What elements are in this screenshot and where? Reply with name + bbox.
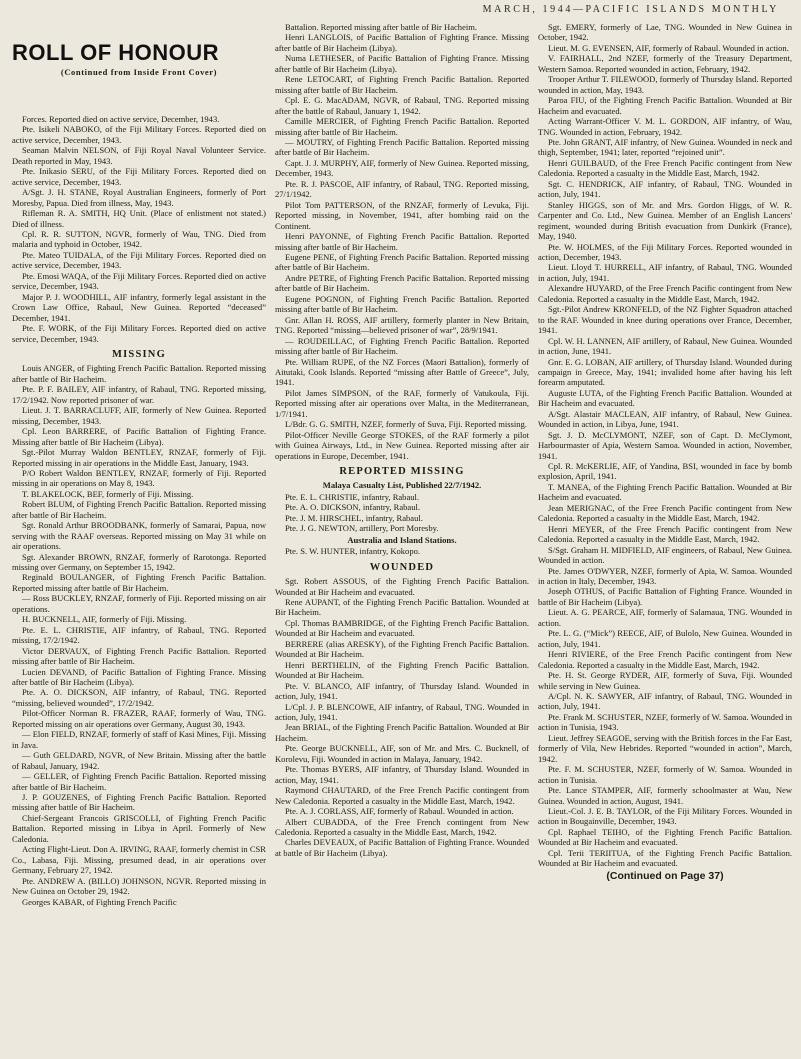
- missing-entries: [12, 363, 266, 907]
- roll-entry: Robert BLUM, of Fighting French Pacific Battalion. Reported missing after battle of Bir Hacheim.: [12, 499, 266, 520]
- roll-entry: T. MANEA, of the Fighting French Pacific Battalion. Wounded at Bir Hacheim and evacuated.: [538, 481, 792, 503]
- roll-entry: Pte. F. WORK, of the Fiji Military Forces. Reported died on active service, December, 1943.: [12, 323, 266, 344]
- roll-entry: Camille MERCIER, of Fighting French Pacific Battalion. Reported missing after battle of Bir Hacheim.: [275, 116, 529, 137]
- roll-entry: Eugene PENE, of Fighting French Pacific Battalion. Reported missing after battle of Bir Hacheim.: [275, 251, 529, 273]
- roll-entry: J. P. GOUZENES, of Fighting French Pacific Battalion. Reported missing after battle of Bir Hacheim.: [12, 792, 266, 813]
- roll-entry: Pte. J. G. NEWTON, artillery, Port Moresby.: [285, 523, 439, 534]
- roll-entry: Chief-Sergeant Francois GRISCOLLI, of Fighting French Pacific Battalion. Reported missing in Libya in April. Formerly of New Caledonia.: [12, 812, 266, 844]
- roll-entry: Rene AUPANT, of the Fighting French Pacific Battalion. Wounded at Bir Hacheim.: [275, 597, 529, 618]
- roll-entry: Sgt. Ronald Arthur BROODBANK, formerly of Samarai, Papua, now serving with the RAAF overseas. Reported missing on May 31 while on air operations.: [12, 520, 266, 552]
- roll-entry: — Guth GELDARD, NGVR, of New Britain. Missing after the battle of Rabaul, January, 1942.: [12, 750, 266, 771]
- roll-entry: T. BLAKELOCK, BEF, formerly of Fiji. Missing.: [22, 488, 194, 499]
- roll-entry: Pte. Thomas BYERS, AIF infantry, of Thursday Island. Wounded in action, May, 1941.: [275, 764, 529, 785]
- roll-entry: BERRERE (alias ARESKY), of the Fighting French Pacific Battalion. Wounded at Bir Hacheim.: [275, 638, 529, 660]
- roll-entry: Louis ANGER, of Fighting French Pacific Battalion. Reported missing after battle of Bir Hacheim.: [12, 363, 266, 384]
- roll-entry: — MOUTRY, of Fighting French Pacific Battalion. Reported missing after battle of Bir Hacheim.: [275, 136, 529, 158]
- roll-entry: Henri RIVIERE, of the Free French Pacific contingent from New Caledonia. Reported a casualty in the Middle East, March, 1942.: [538, 649, 792, 670]
- roll-entry: Pte. ANDREW A. (BILLO) JOHNSON, NGVR. Reported missing in New Guinea on October 29, 1942.: [12, 875, 266, 897]
- roll-entry: Pte. Inikasio SERU, of the Fiji Military Forces. Reported died on active service, December, 1943.: [12, 166, 266, 187]
- page-subtitle: (Continued from Inside Front Cover): [60, 67, 218, 77]
- roll-entry: Henri BERTHELIN, of the Fighting French Pacific Battalion. Wounded at Bir Hacheim.: [275, 659, 529, 681]
- roll-entry: Stanley HIGGS, son of Mr. and Mrs. Gordon Higgs, of W. R. Carpenter and Co. Ltd., New Guinea. Member of an English Lancers' regiment, wounded during British evacuation from Dunkirk (France), May, 1940.: [538, 199, 792, 242]
- roll-entry: Pte. W. HOLMES, of the Fiji Military Forces. Reported wounded in action, December, 1943.: [538, 241, 792, 262]
- roll-entry: Sgt. Alexander BROWN, RNZAF, formerly of Rarotonga. Reported missing over Germany, on September 15, 1942.: [12, 551, 266, 573]
- roll-entry: Pte. R. J. PASCOE, AIF infantry, of Rabaul, TNG. Reported missing, 27/1/1942.: [275, 178, 529, 200]
- missing-entries-continued: [275, 22, 529, 461]
- roll-entry: Sgt.-Pilot Andrew KRONFELD, of the NZ Fighter Squadron attached to the RAF. Wounded in knee during operations over France, December, 1941.: [538, 304, 792, 336]
- roll-entry: Cpl. R. R. SUTTON, NGVR, formerly of Wau, TNG. Died from malaria and typhoid in October, 1942.: [12, 228, 266, 250]
- roll-entry: Pte. William RUPE, of the NZ Forces (Maori Battalion), formerly of Aitutaki, Cook Islands. Reported “missing after Battle of Greece”, July, 1941.: [275, 356, 529, 388]
- malaya-heading: Malaya Casualty List, Published 22/7/1942.: [322, 480, 482, 491]
- roll-entry: Pte. E. L. CHRISTIE, infantry, Rabaul.: [285, 491, 420, 502]
- roll-entry: — GELLER, of Fighting French Pacific Battalion. Reported missing after battle of Bir Hacheim.: [12, 771, 266, 792]
- roll-entry: Eugene POGNON, of Fighting French Pacific Battalion. Reported missing after battle of Bir Hacheim.: [275, 293, 529, 315]
- column-1: [12, 58, 266, 1054]
- wounded-entries-continued: [538, 22, 792, 869]
- roll-entry: Rene LETOCART, of Fighting French Pacific Battalion. Reported missing after battle of Bir Hacheim.: [275, 74, 529, 95]
- roll-entry: Pte. George BUCKNELL, AIF, son of Mr. and Mrs. C. Bucknell, of Korolevu, Fiji. Wounded in action in Malaya, January, 1942.: [275, 743, 529, 764]
- died-entries: [12, 114, 266, 344]
- roll-entry: Lieut.-Col. J. E. B. TAYLOR, of the Fiji Military Forces. Wounded in action in Bougainville, December, 1943.: [538, 805, 792, 827]
- roll-entry: Henri PAYONNE, of Fighting French Pacific Battalion. Reported missing after battle of Bir Hacheim.: [275, 231, 529, 252]
- roll-entry: Pte. A. J. CORLASS, AIF, formerly of Rabaul. Wounded in action.: [285, 806, 514, 817]
- continued-notice: (Continued on Page 37): [606, 869, 724, 882]
- roll-entry: Jean BRIAL, of the Fighting French Pacific Battalion. Wounded at Bir Hacheim.: [275, 722, 529, 743]
- roll-entry: Jean MERIGNAC, of the Free French Pacific contingent from New Caledonia. Reported a casualty in the Middle East, March, 1942.: [538, 502, 792, 524]
- roll-entry: Victor DERVAUX, of Fighting French Pacific Battalion. Reported missing after battle of Bir Hacheim.: [12, 645, 266, 667]
- roll-entry: Pte. Mateo TUIDALA, of the Fiji Military Forces. Reported died on active service, December, 1943.: [12, 249, 266, 271]
- roll-entry: Georges KABAR, of Fighting French Pacific: [22, 896, 177, 907]
- roll-entry: Raymond CHAUTARD, of the Free French Pacific contingent from New Caledonia. Reported a casualty in the Middle East, March, 1942.: [275, 785, 529, 806]
- roll-entry: Pilot-Officer Norman R. FRAZER, RAAF, formerly of Wau, TNG. Reported missing on air operations over Germany, August 30, 1943.: [12, 708, 266, 729]
- roll-entry: Cpl. E. G. MacADAM, NGVR, of Rabaul, TNG. Reported missing after the battle of Rabaul, January 1, 1942.: [275, 95, 529, 116]
- roll-entry: Pte. E. L. CHRISTIE, AIF infantry, of Rabaul, TNG. Reported missing, 17/2/1942.: [12, 624, 266, 646]
- article-columns: [12, 22, 792, 1056]
- roll-entry: Gnr. Allan H. ROSS, AIF artillery, formerly planter in New Britain, TNG. Reported “missing—believed prisoner of war”, 28/9/1941.: [275, 314, 529, 336]
- roll-entry: Cpl. Terii TERIITUA, of the Fighting French Pacific Battalion. Wounded at Bir Hacheim and evacuated.: [538, 847, 792, 869]
- roll-entry: Lieut. M. G. EVENSEN, AIF, formerly of Rabaul. Wounded in action.: [548, 42, 789, 53]
- roll-entry: Pte. F. M. SCHUSTER, NZEF, formerly of W. Samoa. Wounded in action in Tunisia.: [538, 764, 792, 785]
- roll-entry: Rifleman R. A. SMITH, HQ Unit. (Place of enlistment not stated.) Died of illness.: [12, 208, 266, 229]
- roll-entry: Pte. A. O. DICKSON, AIF infantry, of Rabaul, TNG. Reported “missing, believed wounded”, 17/2/1942.: [12, 687, 266, 708]
- roll-entry: Pte. Lance STAMPER, AIF, formerly schoolmaster at Wau, New Guinea. Wounded in action, August, 1941.: [538, 785, 792, 806]
- roll-entry: L/Cpl. J. P. BLENCOWE, AIF infantry, of Rabaul, TNG. Wounded in action, July, 1941.: [275, 701, 529, 722]
- roll-entry: Paroa FIU, of the Fighting French Pacific Battalion. Wounded at Bir Hacheim and evacuated.: [538, 95, 792, 116]
- page-title: ROLL OF HONOUR: [12, 40, 220, 65]
- roll-entry: S/Sgt. Graham H. MIDFIELD, AIF engineers, of Rabaul, New Guinea. Wounded in action.: [538, 544, 792, 566]
- roll-entry: Major P. J. WOODHILL, AIF infantry, formerly legal assistant in the Crown Law Office, Rabaul, New Guinea. Reported “deceased” December, 1941.: [12, 291, 266, 323]
- roll-entry: Pte. H. St. George RYDER, AIF, formerly of Suva, Fiji. Wounded while serving in New Guinea.: [538, 670, 792, 691]
- roll-entry: Pte. P. F. BAILEY, AIF infantry, of Rabaul, TNG. Reported missing, 17/2/1942. Now reported prisoner of war.: [12, 384, 266, 405]
- missing-heading: MISSING: [112, 348, 166, 360]
- roll-entry: Pte. J. M. HIRSCHEL, infantry, Rabaul.: [285, 512, 423, 523]
- roll-entry: Sgt. EMERY, formerly of Lae, TNG. Wounded in New Guinea in October, 1942.: [538, 22, 792, 43]
- roll-entry: Sgt. J. D. McCLYMONT, NZEF, son of Capt. D. McClymont, Harbourmaster of Apia, Western Samoa. Wounded in action, November, 1941.: [538, 429, 792, 461]
- roll-entry: Seaman Malvin NELSON, of Fiji Royal Naval Volunteer Service. Death reported in May, 1943.: [12, 145, 266, 166]
- roll-entry: Cpl. W. H. LANNEN, AIF artillery, of Rabaul, New Guinea. Wounded in action, June, 1941.: [538, 335, 792, 357]
- roll-entry: Cpl. R. McKERLIE, AIF, of Yandina, BSI, wounded in face by bomb explosion, April, 1941.: [538, 461, 792, 482]
- roll-entry: L/Bdr. G. G. SMITH, NZEF, formerly of Suva, Fiji. Reported missing.: [285, 419, 527, 430]
- roll-entry: Lieut. Lloyd T. HURRELL, AIF infantry, of Rabaul, TNG. Wounded in action, July, 1941.: [538, 262, 792, 283]
- roll-entry: Cpl. Raphael TEIHO, of the Fighting French Pacific Battalion. Wounded at Bir Hacheim and evacuated.: [538, 826, 792, 848]
- roll-entry: Reginald BOULANGER, of Fighting French Pacific Battalion. Reported missing after battle of Bir Hacheim.: [12, 572, 266, 593]
- roll-entry: Forces. Reported died on active service, December, 1943.: [22, 114, 220, 124]
- column-3: [538, 22, 792, 1052]
- roll-entry: V. FAIRHALL, 2nd NZEF, formerly of the Treasury Department, Western Samoa. Reported wounded in action, February, 1942.: [538, 53, 792, 74]
- roll-entry: Sgt. C. HENDRICK, AIF infantry, of Rabaul, TNG. Wounded in action, July, 1941.: [538, 178, 792, 200]
- roll-entry: A/Sgt. Alastair MACLEAN, AIF infantry, of Rabaul, New Guinea. Wounded in action, in Libya, June, 1941.: [538, 408, 792, 430]
- roll-entry: P/O Robert Waldon BENTLEY, RNZAF, formerly of Fiji. Reported missing in air operations on May 8, 1943.: [12, 467, 266, 489]
- roll-entry: A/Cpl. N. K. SAWYER, AIF infantry, of Rabaul, TNG. Wounded in action, July, 1941.: [538, 691, 792, 712]
- roll-entry: Lucien DEVAND, of Pacific Battalion of Fighting France. Missing after battle of Bir Hacheim (Libya).: [12, 666, 266, 688]
- roll-entry: Cpl. Thomas BAMBRIDGE, of the Fighting French Pacific Battalion. Wounded at Bir Hacheim and evacuated.: [275, 617, 529, 639]
- roll-entry: Sgt.-Pilot Murray Waldon BENTLEY, RNZAF, formerly of Fiji. Reported missing in air operations in the Middle East, January, 1943.: [12, 447, 266, 468]
- roll-entry: Pte. Frank M. SCHUSTER, NZEF, formerly of W. Samoa. Wounded in action in Tunisia, 1943.: [538, 711, 792, 733]
- roll-entry: Lieut. J. T. BARRACLUFF, AIF, formerly of New Guinea. Reported missing, December, 1943.: [12, 405, 266, 426]
- roll-entry: Lieut. A. G. PEARCE, AIF, formerly of Salamaua, TNG. Wounded in action.: [538, 607, 792, 628]
- australia-entries: [275, 546, 529, 556]
- roll-entry: — ROUDEILLAC, of Fighting French Pacific Battalion. Reported missing after battle of Bir Hacheim.: [275, 335, 529, 357]
- running-head: MARCH, 1944—PACIFIC ISLANDS MONTHLY: [482, 4, 779, 15]
- roll-entry: Pte. Isikeli NABOKO, of the Fiji Military Forces. Reported died on active service, December, 1943.: [12, 124, 266, 145]
- roll-entry: Capt. J. J. MURPHY, AIF, formerly of New Guinea. Reported missing, December, 1943.: [275, 157, 529, 179]
- roll-entry: — Ross BUCKLEY, RNZAF, formerly of Fiji. Reported missing on air operations.: [12, 593, 266, 614]
- roll-entry: Cpl. Leon BARRERE, of Pacific Battalion of Fighting France. Missing after battle of Bir Hacheim (Libya).: [12, 426, 266, 447]
- roll-entry: Pilot Tom PATTERSON, of the RNZAF, formerly of Levuka, Fiji. Reported missing, in November, 1941, after bombing raid on the Continent.: [275, 199, 529, 231]
- roll-entry: Pilot James SIMPSON, of the RAF, formerly of Vatukoula, Fiji. Reported missing after air operations over Malta, in the Mediterranean, 1/7/1941.: [275, 387, 529, 419]
- roll-entry: Sgt. Robert ASSOUS, of the Fighting French Pacific Battalion. Wounded at Bir Hacheim and evacuated.: [275, 576, 529, 597]
- malaya-entries: [275, 492, 529, 534]
- wounded-entries: [275, 576, 529, 858]
- roll-entry: Pte. John GRANT, AIF infantry, of New Guinea. Wounded in neck and thigh, September, 1941; later, reported “rejoined unit”.: [538, 136, 792, 158]
- reported-missing-heading: REPORTED MISSING: [339, 466, 465, 478]
- wounded-heading: WOUNDED: [369, 561, 435, 573]
- roll-entry: Pte. L. G. (“Mick”) REECE, AIF, of Bulolo, New Guinea. Wounded in action, July, 1941.: [538, 628, 792, 649]
- roll-entry: Numa LETHESER, of Pacific Battalion of Fighting France. Missing after battle of Bir Hacheim (Libya).: [275, 53, 529, 74]
- roll-entry: Pte. S. W. HUNTER, infantry, Kokopo.: [285, 546, 421, 557]
- roll-entry: Lieut. Jeffrey SEAGOE, serving with the British forces in the Far East, formerly of Vila, New Hebrides. Reported “wounded in action”, March, 1942.: [538, 732, 792, 764]
- roll-entry: Auguste LUTA, of the Fighting French Pacific Battalion. Wounded at Bir Hacheim and evacuated.: [538, 387, 792, 409]
- australia-heading: Australia and Island Stations.: [347, 534, 457, 545]
- roll-entry: Pte. V. BLANCO, AIF infantry, of Thursday Island. Wounded in action, July, 1941.: [275, 680, 529, 702]
- roll-entry: Joseph OTHUS, of Pacific Battalion of Fighting France. Wounded in battle of Bir Hacheim (Libya).: [538, 586, 792, 607]
- column-2: [275, 22, 529, 1052]
- roll-entry: A/Sgt. J. H. STANE, Royal Australian Engineers, formerly of Port Moresby, Papua. Died from illness, May, 1943.: [12, 187, 266, 208]
- roll-entry: Pilot-Officer Neville George STOKES, of the RAF formerly a pilot with Guinea Airways, Ltd., in New Guinea. Reported missing after air operations in Europe, December, 1941.: [275, 429, 529, 461]
- roll-entry: Albert CUBADDA, of the Free French contingent from New Caledonia. Reported a casualty in the Middle East, March, 1942.: [275, 816, 529, 837]
- roll-entry: — Elon FIELD, RNZAF, formerly of staff of Kasi Mines, Fiji. Missing in Java.: [12, 729, 266, 750]
- roll-entry: Trooper Arthur T. FILEWOOD, formerly of Thursday Island. Reported wounded in action, May, 1943.: [538, 74, 792, 95]
- roll-entry: Acting Warrant-Officer V. M. L. GORDON, AIF infantry, of Wau, TNG. Wounded in action, February, 1942.: [538, 116, 792, 137]
- roll-entry: Pte. Emosi WAQA, of the Fiji Military Forces. Reported died on active service, December, 1943.: [12, 270, 266, 292]
- roll-entry: Henri MEYER, of the Free French Pacific contingent from New Caledonia. Reported a casualty in the Middle East, March, 1942.: [538, 523, 792, 545]
- roll-entry: Pte. James O'DWYER, NZEF, formerly of Apia, W. Samoa. Wounded in action in Italy, December, 1943.: [538, 565, 792, 587]
- roll-entry: Charles DEVEAUX, of Pacific Battalion of Fighting France. Wounded at battle of Bir Hacheim (Libya).: [275, 837, 529, 858]
- roll-entry: Gnr. E. G. LOBAN, AIF artillery, of Thursday Island. Wounded during campaign in Greece, May, 1941; invalided home after having his left forearm amputated.: [538, 356, 792, 388]
- roll-entry: Andre PETRE, of Fighting French Pacific Battalion. Reported missing after battle of Bir Hacheim.: [275, 272, 529, 294]
- roll-entry: Henri LANGLOIS, of Pacific Battalion of Fighting France. Missing after battle of Bir Hacheim (Libya).: [275, 32, 529, 53]
- roll-entry: Alexandre HUYARD, of the Free French Pacific contingent from New Caledonia. Reported a casualty in the Middle East, March, 1942.: [538, 283, 792, 304]
- roll-entry: Henri GUILBAUD, of the Free French Pacific contingent from New Caledonia. Reported a casualty in the Middle East, March, 1942.: [538, 157, 792, 179]
- roll-entry: Acting Flight-Lieut. Don A. IRVING, RAAF, formerly chemist in CSR Co., Labasa, Fiji. Missing, presumed dead, in air operations over Germany, February 27, 1942.: [12, 844, 266, 876]
- roll-entry: Pte. A. O. DICKSON, infantry, Rabaul.: [285, 502, 420, 513]
- roll-entry: Battalion. Reported missing after battle of Bir Hacheim.: [285, 22, 478, 32]
- roll-entry: H. BUCKNELL, AIF, formerly of Fiji. Missing.: [22, 614, 187, 625]
